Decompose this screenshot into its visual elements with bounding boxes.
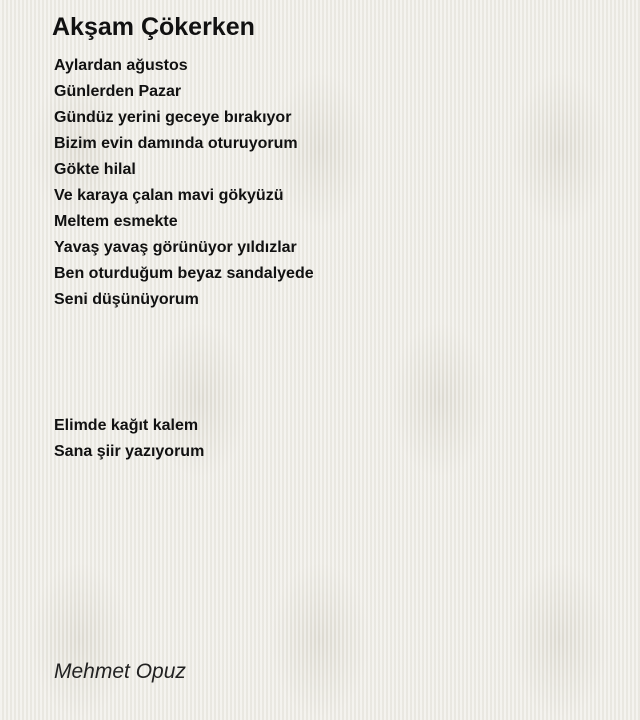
poem-line: Yavaş yavaş görünüyor yıldızlar bbox=[54, 239, 297, 256]
poem-line: Gündüz yerini geceye bırakıyor bbox=[54, 109, 292, 126]
poem-line: Gökte hilal bbox=[54, 161, 136, 178]
poem-line: Aylardan ağustos bbox=[54, 57, 188, 74]
poem-author: Mehmet Opuz bbox=[54, 660, 186, 683]
poem-line: Sana şiir yazıyorum bbox=[54, 443, 205, 460]
stanza-1 bbox=[54, 53, 314, 313]
poem-line: Ve karaya çalan mavi gökyüzü bbox=[54, 187, 284, 204]
stanza-2 bbox=[54, 413, 204, 465]
poem-line: Bizim evin damında oturuyorum bbox=[54, 135, 298, 152]
poem-line: Ben oturduğum beyaz sandalyede bbox=[54, 265, 314, 282]
poem-title: Akşam Çökerken bbox=[52, 13, 255, 41]
poem-line: Elimde kağıt kalem bbox=[54, 417, 199, 434]
poem-line: Günlerden Pazar bbox=[54, 83, 182, 100]
poem-line: Seni düşünüyorum bbox=[54, 291, 199, 308]
poem-line: Meltem esmekte bbox=[54, 213, 178, 230]
